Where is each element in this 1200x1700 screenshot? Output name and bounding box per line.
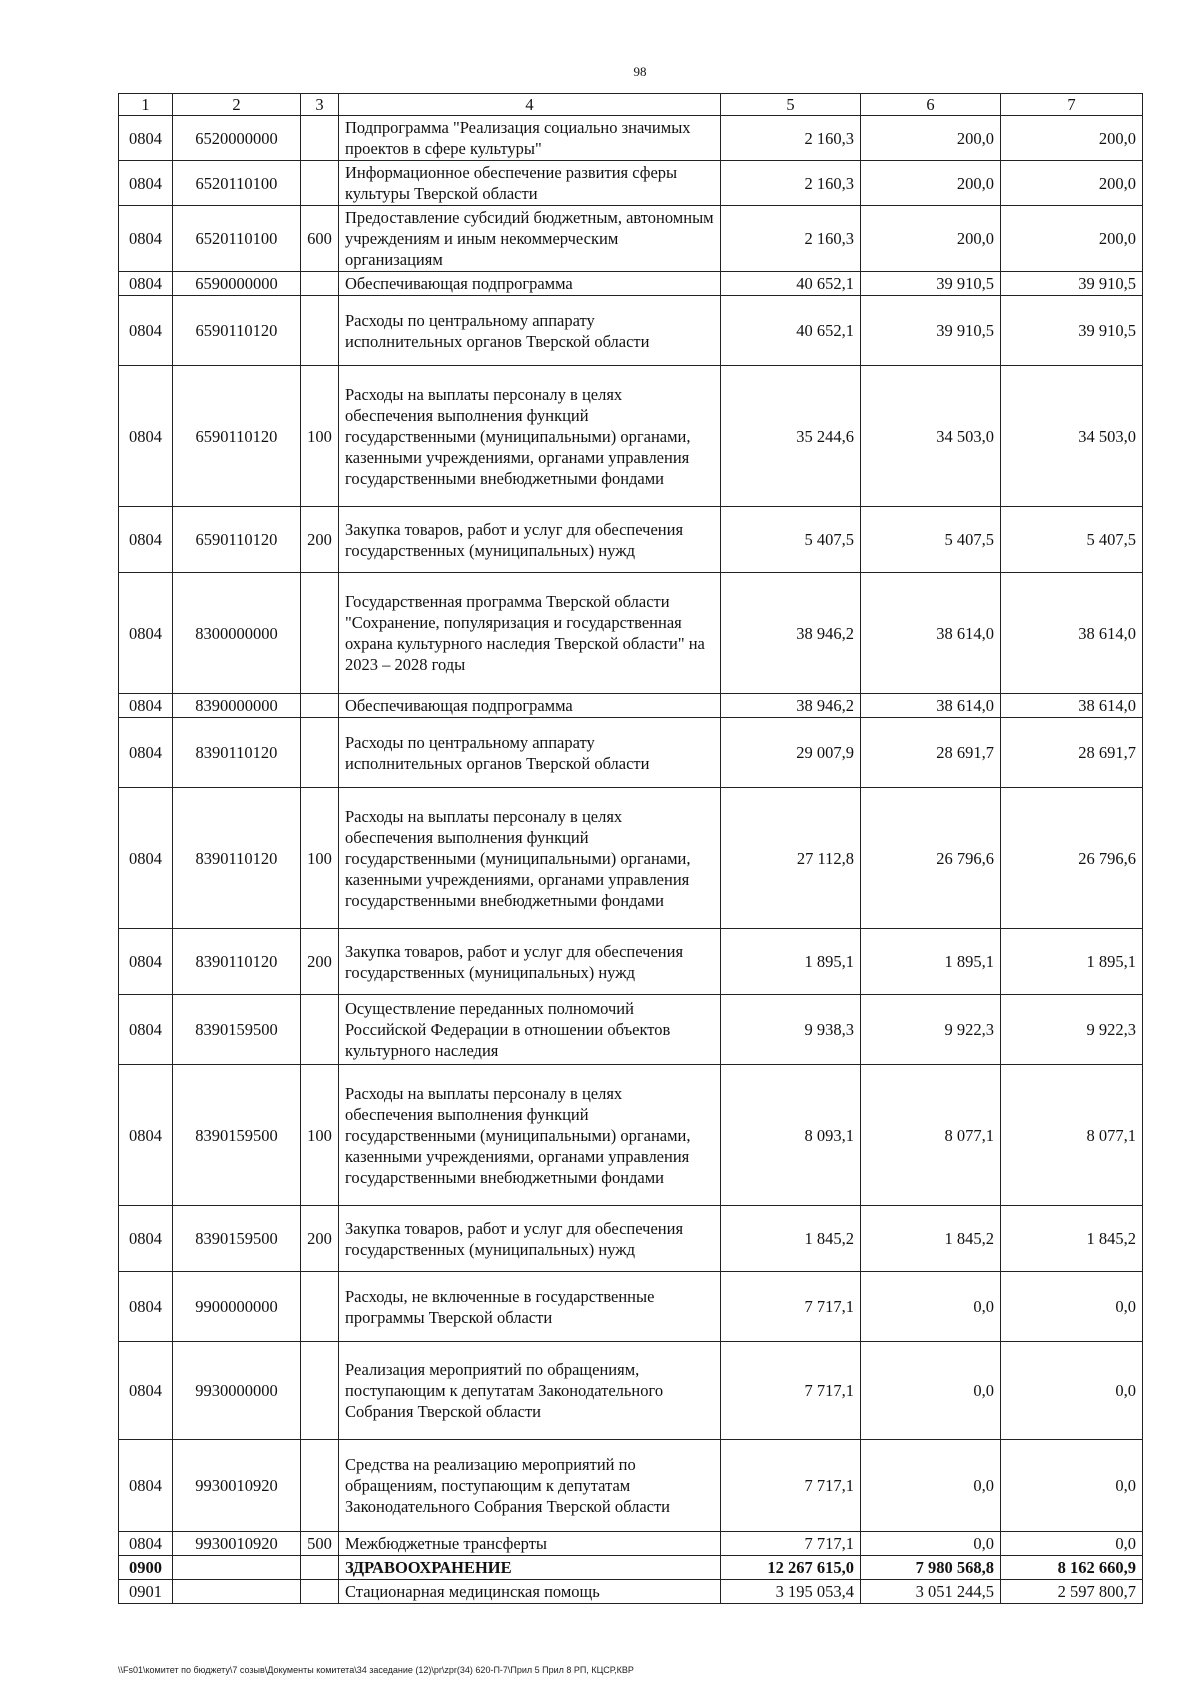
amount-col6-cell: 38 614,0 [861,694,1001,718]
amount-col7-cell: 39 910,5 [1001,272,1143,296]
target-article-cell: 6590110120 [173,507,301,573]
table-row [119,1532,1143,1556]
header-cell: 1 [119,94,173,116]
table-row [119,573,1143,694]
amount-col7-cell: 1 895,1 [1001,929,1143,995]
amount-col7-cell: 26 796,6 [1001,788,1143,929]
item-name-cell: Расходы на выплаты персоналу в целях обеспечения выполнения функций государственными (муниципальными) органами, казенными учреждениями, органами управления государственными внебюджетными фондами [339,788,721,929]
section-code-cell: 0804 [119,1272,173,1342]
item-name-cell: Средства на реализацию мероприятий по обращениям, поступающим к депутатам Законодательного Собрания Тверской области [339,1440,721,1532]
target-article-cell: 8390159500 [173,1206,301,1272]
table-row [119,718,1143,788]
target-article-cell: 6590000000 [173,272,301,296]
target-article-cell: 6520110100 [173,206,301,272]
section-code-cell: 0804 [119,788,173,929]
expense-type-cell: 100 [301,788,339,929]
amount-col7-cell: 200,0 [1001,116,1143,161]
section-code-cell: 0901 [119,1580,173,1604]
amount-col5-cell: 9 938,3 [721,995,861,1065]
amount-col6-cell: 200,0 [861,206,1001,272]
amount-col7-cell: 2 597 800,7 [1001,1580,1143,1604]
amount-col6-cell: 39 910,5 [861,272,1001,296]
amount-col7-cell: 5 407,5 [1001,507,1143,573]
amount-col7-cell: 38 614,0 [1001,694,1143,718]
table-row [119,507,1143,573]
target-article-cell [173,1580,301,1604]
expense-type-cell: 200 [301,929,339,995]
table-row [119,366,1143,507]
amount-col5-cell: 2 160,3 [721,161,861,206]
table-row [119,1580,1143,1604]
amount-col5-cell: 5 407,5 [721,507,861,573]
target-article-cell: 6590110120 [173,296,301,366]
table-row [119,161,1143,206]
amount-col5-cell: 2 160,3 [721,206,861,272]
amount-col7-cell: 0,0 [1001,1342,1143,1440]
expense-type-cell [301,694,339,718]
header-row [119,94,1143,116]
target-article-cell [173,1556,301,1580]
item-name-cell: Информационное обеспечение развития сферы культуры Тверской области [339,161,721,206]
amount-col6-cell: 1 895,1 [861,929,1001,995]
amount-col7-cell: 8 077,1 [1001,1065,1143,1206]
section-code-cell: 0804 [119,296,173,366]
amount-col7-cell: 39 910,5 [1001,296,1143,366]
table-row [119,296,1143,366]
amount-col5-cell: 35 244,6 [721,366,861,507]
amount-col7-cell: 1 845,2 [1001,1206,1143,1272]
target-article-cell: 8300000000 [173,573,301,694]
section-code-cell: 0804 [119,1440,173,1532]
target-article-cell: 9930000000 [173,1342,301,1440]
expense-type-cell [301,272,339,296]
header-cell: 3 [301,94,339,116]
section-code-cell: 0804 [119,116,173,161]
amount-col5-cell: 2 160,3 [721,116,861,161]
amount-col6-cell: 34 503,0 [861,366,1001,507]
item-name-cell: Закупка товаров, работ и услуг для обеспечения государственных (муниципальных) нужд [339,929,721,995]
header-cell: 7 [1001,94,1143,116]
table-row [119,694,1143,718]
section-code-cell: 0804 [119,366,173,507]
expense-type-cell [301,1580,339,1604]
expense-type-cell [301,1342,339,1440]
item-name-cell: Подпрограмма "Реализация социально значимых проектов в сфере культуры" [339,116,721,161]
amount-col6-cell: 3 051 244,5 [861,1580,1001,1604]
amount-col6-cell: 0,0 [861,1342,1001,1440]
amount-col6-cell: 1 845,2 [861,1206,1001,1272]
amount-col5-cell: 1 895,1 [721,929,861,995]
table-row [119,1556,1143,1580]
amount-col5-cell: 38 946,2 [721,694,861,718]
amount-col5-cell: 40 652,1 [721,272,861,296]
target-article-cell: 9930010920 [173,1532,301,1556]
table-row [119,272,1143,296]
amount-col6-cell: 28 691,7 [861,718,1001,788]
target-article-cell: 8390110120 [173,788,301,929]
amount-col5-cell: 38 946,2 [721,573,861,694]
section-code-cell: 0804 [119,929,173,995]
item-name-cell: Расходы по центральному аппарату исполнительных органов Тверской области [339,718,721,788]
amount-col5-cell: 3 195 053,4 [721,1580,861,1604]
file-path-footer: \\Fs01\комитет по бюджету\7 созыв\Документы комитета\34 заседание (12)\pr\zpr(34) 620-П-7\Прил 5 Прил 8 РП, КЦСР,КВР [118,1665,634,1675]
amount-col6-cell: 0,0 [861,1272,1001,1342]
amount-col7-cell: 38 614,0 [1001,573,1143,694]
target-article-cell: 9930010920 [173,1440,301,1532]
amount-col7-cell: 0,0 [1001,1532,1143,1556]
table-row [119,1272,1143,1342]
table-row [119,1065,1143,1206]
item-name-cell: Расходы, не включенные в государственные программы Тверской области [339,1272,721,1342]
table-row [119,1206,1143,1272]
item-name-cell: Осуществление переданных полномочий Российской Федерации в отношении объектов культурного наследия [339,995,721,1065]
amount-col6-cell: 0,0 [861,1532,1001,1556]
amount-col6-cell: 5 407,5 [861,507,1001,573]
target-article-cell: 6520110100 [173,161,301,206]
amount-col5-cell: 7 717,1 [721,1532,861,1556]
section-code-cell: 0804 [119,1206,173,1272]
item-name-cell: Реализация мероприятий по обращениям, поступающим к депутатам Законодательного Собрания Тверской области [339,1342,721,1440]
amount-col5-cell: 1 845,2 [721,1206,861,1272]
expense-type-cell [301,296,339,366]
amount-col7-cell: 8 162 660,9 [1001,1556,1143,1580]
expense-type-cell [301,116,339,161]
expense-type-cell: 600 [301,206,339,272]
amount-col7-cell: 9 922,3 [1001,995,1143,1065]
expense-type-cell [301,995,339,1065]
section-code-cell: 0804 [119,1342,173,1440]
expense-type-cell: 200 [301,507,339,573]
item-name-cell: Закупка товаров, работ и услуг для обеспечения государственных (муниципальных) нужд [339,507,721,573]
table-row [119,788,1143,929]
item-name-cell: Стационарная медицинская помощь [339,1580,721,1604]
header-cell: 4 [339,94,721,116]
budget-table [118,93,1143,1604]
expense-type-cell [301,1556,339,1580]
table-row [119,1440,1143,1532]
amount-col7-cell: 0,0 [1001,1440,1143,1532]
item-name-cell: Обеспечивающая подпрограмма [339,272,721,296]
target-article-cell: 8390110120 [173,929,301,995]
amount-col5-cell: 12 267 615,0 [721,1556,861,1580]
table-row [119,929,1143,995]
section-code-cell: 0900 [119,1556,173,1580]
amount-col6-cell: 39 910,5 [861,296,1001,366]
section-code-cell: 0804 [119,206,173,272]
amount-col6-cell: 8 077,1 [861,1065,1001,1206]
table-row [119,116,1143,161]
amount-col6-cell: 7 980 568,8 [861,1556,1001,1580]
amount-col5-cell: 8 093,1 [721,1065,861,1206]
section-code-cell: 0804 [119,1065,173,1206]
page-number: 98 [633,64,647,79]
target-article-cell: 8390159500 [173,1065,301,1206]
table-row [119,206,1143,272]
expense-type-cell [301,1440,339,1532]
section-code-cell: 0804 [119,161,173,206]
target-article-cell: 8390000000 [173,694,301,718]
target-article-cell: 8390110120 [173,718,301,788]
item-name-cell: Закупка товаров, работ и услуг для обеспечения государственных (муниципальных) нужд [339,1206,721,1272]
amount-col7-cell: 34 503,0 [1001,366,1143,507]
amount-col5-cell: 7 717,1 [721,1342,861,1440]
amount-col5-cell: 29 007,9 [721,718,861,788]
amount-col7-cell: 0,0 [1001,1272,1143,1342]
item-name-cell: Расходы на выплаты персоналу в целях обеспечения выполнения функций государственными (муниципальными) органами, казенными учреждениями, органами управления государственными внебюджетными фондами [339,366,721,507]
item-name-cell: Расходы на выплаты персоналу в целях обеспечения выполнения функций государственными (муниципальными) органами, казенными учреждениями, органами управления государственными внебюджетными фондами [339,1065,721,1206]
item-name-cell: Государственная программа Тверской области "Сохранение, популяризация и государственная охрана культурного наследия Тверской области" на 2023 – 2028 годы [339,573,721,694]
amount-col5-cell: 27 112,8 [721,788,861,929]
expense-type-cell [301,573,339,694]
amount-col5-cell: 40 652,1 [721,296,861,366]
amount-col6-cell: 200,0 [861,116,1001,161]
target-article-cell: 6590110120 [173,366,301,507]
section-code-cell: 0804 [119,1532,173,1556]
expense-type-cell [301,161,339,206]
amount-col6-cell: 9 922,3 [861,995,1001,1065]
amount-col5-cell: 7 717,1 [721,1272,861,1342]
amount-col7-cell: 200,0 [1001,206,1143,272]
section-code-cell: 0804 [119,694,173,718]
item-name-cell: Обеспечивающая подпрограмма [339,694,721,718]
item-name-cell: Межбюджетные трансферты [339,1532,721,1556]
expense-type-cell [301,1272,339,1342]
amount-col6-cell: 200,0 [861,161,1001,206]
expense-type-cell: 100 [301,366,339,507]
amount-col7-cell: 28 691,7 [1001,718,1143,788]
item-name-cell: Предоставление субсидий бюджетным, автономным учреждениям и иным некоммерческим организациям [339,206,721,272]
item-name-cell: ЗДРАВООХРАНЕНИЕ [339,1556,721,1580]
expense-type-cell: 200 [301,1206,339,1272]
target-article-cell: 9900000000 [173,1272,301,1342]
target-article-cell: 6520000000 [173,116,301,161]
target-article-cell: 8390159500 [173,995,301,1065]
expense-type-cell [301,718,339,788]
expense-type-cell: 500 [301,1532,339,1556]
amount-col7-cell: 200,0 [1001,161,1143,206]
section-code-cell: 0804 [119,507,173,573]
expense-type-cell: 100 [301,1065,339,1206]
header-cell: 5 [721,94,861,116]
header-cell: 2 [173,94,301,116]
section-code-cell: 0804 [119,272,173,296]
table-row [119,1342,1143,1440]
amount-col6-cell: 38 614,0 [861,573,1001,694]
item-name-cell: Расходы по центральному аппарату исполнительных органов Тверской области [339,296,721,366]
section-code-cell: 0804 [119,995,173,1065]
amount-col6-cell: 0,0 [861,1440,1001,1532]
amount-col6-cell: 26 796,6 [861,788,1001,929]
section-code-cell: 0804 [119,573,173,694]
section-code-cell: 0804 [119,718,173,788]
amount-col5-cell: 7 717,1 [721,1440,861,1532]
table-row [119,995,1143,1065]
header-cell: 6 [861,94,1001,116]
